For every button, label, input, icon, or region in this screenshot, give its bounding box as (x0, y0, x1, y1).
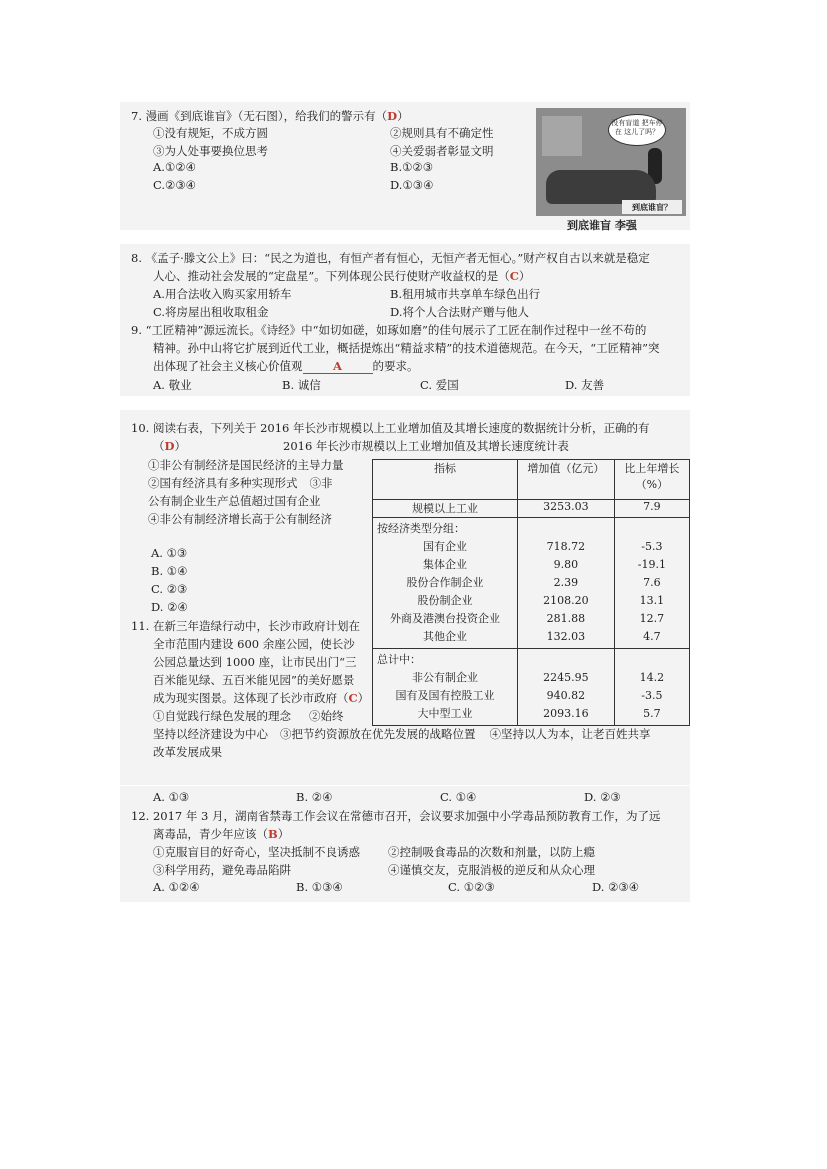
q11-choice-a: A. ①③ (153, 790, 190, 804)
q10-choice-d: D. ②④ (151, 600, 188, 614)
table-header-growth: 比上年增长（%） (614, 460, 689, 500)
q8-choice-c: C.将房屋出租收取租金 (153, 305, 269, 319)
q10-statement-3: 公有制企业生产总值超过国有企业 (148, 494, 321, 508)
table-cell: 集体企业 (423, 558, 467, 571)
q12-line-1: 12. 2017 年 3 月，湖南省禁毒工作会议在常德市召开，会议要求加强中小学毒品预防教育工作，为了远 (131, 809, 661, 823)
table-cell: 13.1 (639, 594, 665, 607)
table-cell: 4.7 (643, 630, 661, 643)
q11-choice-b: B. ②④ (296, 790, 333, 804)
cartoon-car (546, 170, 656, 204)
q9-line-2: 精神。孙中山将它扩展到近代工业，概括提炼出“精益求精”的技术道德规范。在今天，“工匠精神”突 (153, 341, 660, 355)
table-cell: 3253.03 (518, 500, 615, 518)
q10-statement-3-start: ③非 (309, 476, 333, 490)
table-group-1-label: 按经济类型分组： (377, 522, 465, 535)
q10-answer: D (164, 439, 175, 453)
table-cell: 2093.16 (543, 707, 589, 720)
q9-line-3-text: 出体现了社会主义核心价值观 (153, 359, 303, 373)
q12-choice-b: B. ①③④ (296, 880, 343, 894)
q9-line-3 (153, 358, 419, 374)
q12-choice-a: A. ①②④ (153, 880, 200, 894)
q10-statement-1: ①非公有制经济是国民经济的主导力量 (148, 458, 344, 472)
cartoon-caption: 到底谁盲 李强 (567, 219, 637, 232)
q7-option-1: ①没有规矩，不成方圆 (153, 126, 268, 140)
q12-answer: B (268, 827, 278, 841)
table-cell: 132.03 (546, 630, 586, 643)
table-cell: 股份合作制企业 (406, 576, 484, 589)
q7-stem (131, 108, 409, 124)
q11-line-4: 百米能见绿、五百米能见园”的美好愿景 (153, 673, 355, 687)
q11-option-3: ③把节约资源放在优先发展的战略位置 (280, 727, 476, 741)
table-cell: 国有及国有控股工业 (395, 689, 495, 702)
q8-line-2 (153, 268, 530, 284)
q7-close: ） (397, 109, 409, 123)
q8-choice-b: B.租用城市共享单车绿色出行 (390, 287, 541, 301)
table-cell: 2.39 (553, 576, 579, 589)
q11-line-1: 11. 在新三年造绿行动中，长沙市政府计划在 (131, 619, 360, 633)
q10-statement-2 (148, 475, 333, 491)
q11-option-4: ④坚持以人为本，让老百姓共享 (489, 727, 651, 741)
q11-line-5 (153, 690, 369, 706)
q7-choice-a: A.①②④ (153, 160, 196, 174)
q12-close: ） (277, 827, 290, 841)
q11-option-2-start: ②始终 (309, 709, 344, 723)
q10-statement-2-text: ②国有经济具有多种实现形式 (148, 476, 298, 490)
table-header-indicator: 指标 (373, 460, 518, 500)
table-header-row (373, 460, 690, 500)
q11-line-7 (153, 726, 651, 742)
stats-table (372, 459, 690, 726)
q10-choice-b: B. ①④ (151, 564, 188, 578)
q12-choice-c: C. ①②③ (448, 880, 495, 894)
cartoon-sign: 到底谁盲？ (622, 200, 682, 214)
table-cell: 外商及港澳台投资企业 (390, 612, 500, 625)
table-cell: 非公有制企业 (412, 671, 478, 684)
q7-stem-text: 7. 漫画《到底谁盲》（无石图），给我们的警示有（ (131, 109, 388, 123)
table-cell: 718.72 (546, 540, 586, 553)
cartoon-speech-bubble: 没有盲道 把车停在 这儿了吗？ (608, 114, 666, 146)
q9-line-3-end: 的要求。 (372, 359, 419, 373)
table-group-2-label: 总计中： (377, 653, 421, 666)
table-row-total (373, 500, 690, 518)
table-title: 2016 年长沙市规模以上工业增加值及其增长速度统计表 (283, 439, 569, 453)
table-cell: 281.88 (546, 612, 586, 625)
q8-line-2-text: 人心、推动社会发展的“定盘星”。下列体现公民行使财产收益权的是（ (153, 269, 510, 283)
q11-line-8: 改革发展成果 (153, 745, 222, 759)
q7-choice-c: C.②③④ (153, 178, 196, 192)
q10-line-1: 10. 阅读右表，下列关于 2016 年长沙市规模以上工业增加值及其增长速度的数据统计分析，正确的有 (131, 421, 650, 435)
q9-choice-d: D. 友善 (565, 378, 605, 392)
q12-option-3: ③科学用药，避免毒品陷阱 (153, 863, 291, 877)
q10-choice-a: A. ①③ (151, 546, 188, 560)
q9-choice-c: C. 爱国 (420, 378, 459, 392)
cartoon-building (542, 116, 582, 156)
q9-choice-b: B. 诚信 (282, 378, 321, 392)
q11-choice-d: D. ②③ (584, 790, 621, 804)
table-group-1 (373, 518, 690, 649)
q11-line-6 (153, 708, 344, 724)
q7-option-4: ④关爱弱者彰显文明 (390, 144, 494, 158)
q8-line-1: 8. 《孟子·滕文公上》曰：“民之为道也，有恒产者有恒心，无恒产者无恒心。”财产权自古以来就是稳定 (131, 251, 650, 265)
q7-option-2: ②规则具有不确定性 (390, 126, 494, 140)
table-cell: 940.82 (546, 689, 586, 702)
table-cell: 14.2 (639, 671, 665, 684)
table-cell: 5.7 (643, 707, 661, 720)
q12-line-2 (153, 826, 289, 842)
q12-option-1: ①克服盲目的好奇心，坚决抵制不良诱惑 (153, 845, 360, 859)
q12-choice-d: D. ②③④ (592, 880, 640, 894)
table-cell: 股份制企业 (417, 594, 473, 607)
q8-close: ） (518, 269, 531, 283)
q10-answer-close: ） (174, 439, 186, 453)
table-cell: 7.9 (614, 500, 689, 518)
table-cell: -19.1 (637, 558, 666, 571)
table-group-2 (373, 649, 690, 726)
q11-choice-c: C. ①④ (440, 790, 477, 804)
q11-option-1: ①自觉践行绿色发展的理念 (153, 709, 291, 723)
q10-answer-open: （ (153, 439, 165, 453)
q10-answer-line (153, 438, 186, 454)
q7-choice-d: D.①③④ (390, 178, 434, 192)
q11-option-2-end: 坚持以经济建设为中心 (153, 727, 268, 741)
q9-line-1: 9. “工匠精神”源远流长。《诗经》中“如切如磋，如琢如磨”的佳句展示了工匠在制作过程中一丝不苟的 (131, 323, 647, 337)
q12-option-2: ②控制吸食毒品的次数和剂量，以防上瘾 (388, 845, 595, 859)
q11-line-2: 全市范围内建设 600 余座公园，使长沙 (153, 637, 355, 651)
q11-line-5-text: 成为现实图景。这体现了长沙市政府（ (153, 691, 349, 705)
q7-choice-b: B.①②③ (390, 160, 434, 174)
table-cell: -3.5 (641, 689, 663, 702)
q8-choice-d: D.将个人合法财产赠与他人 (390, 305, 529, 319)
table-cell: 12.7 (639, 612, 665, 625)
q8-choice-a: A.用合法收入购买家用轿车 (153, 287, 292, 301)
table-cell: 大中型工业 (417, 707, 473, 720)
q11-answer: C (348, 691, 358, 705)
table-cell: 规模以上工业 (373, 500, 518, 518)
q7-answer: D (387, 109, 398, 123)
table-header-value: 增加值（亿元） (518, 460, 615, 500)
table-cell: 其他企业 (423, 630, 467, 643)
q10-choice-c: C. ②③ (151, 582, 188, 596)
table-cell: 2108.20 (543, 594, 589, 607)
q9-answer-blank: A (303, 359, 373, 374)
table-cell: -5.3 (641, 540, 663, 553)
q7-option-3: ③为人处事要换位思考 (153, 144, 268, 158)
table-cell: 2245.95 (543, 671, 589, 684)
q11-line-3: 公园总量达到 1000 座，让市民出门“三 (153, 655, 357, 669)
q8-answer: C (509, 269, 519, 283)
table-cell: 7.6 (643, 576, 661, 589)
q10-statement-4: ④非公有制经济增长高于公有制经济 (148, 512, 332, 526)
table-cell: 9.80 (553, 558, 579, 571)
q9-choice-a: A. 敬业 (153, 378, 192, 392)
q12-line-2-text: 离毒品，青少年应该（ (153, 827, 268, 841)
table-cell: 国有企业 (423, 540, 467, 553)
q11-close: ） (357, 691, 370, 705)
q12-option-4: ④谨慎交友，克服消极的逆反和从众心理 (388, 863, 595, 877)
cartoon-image (536, 108, 686, 216)
